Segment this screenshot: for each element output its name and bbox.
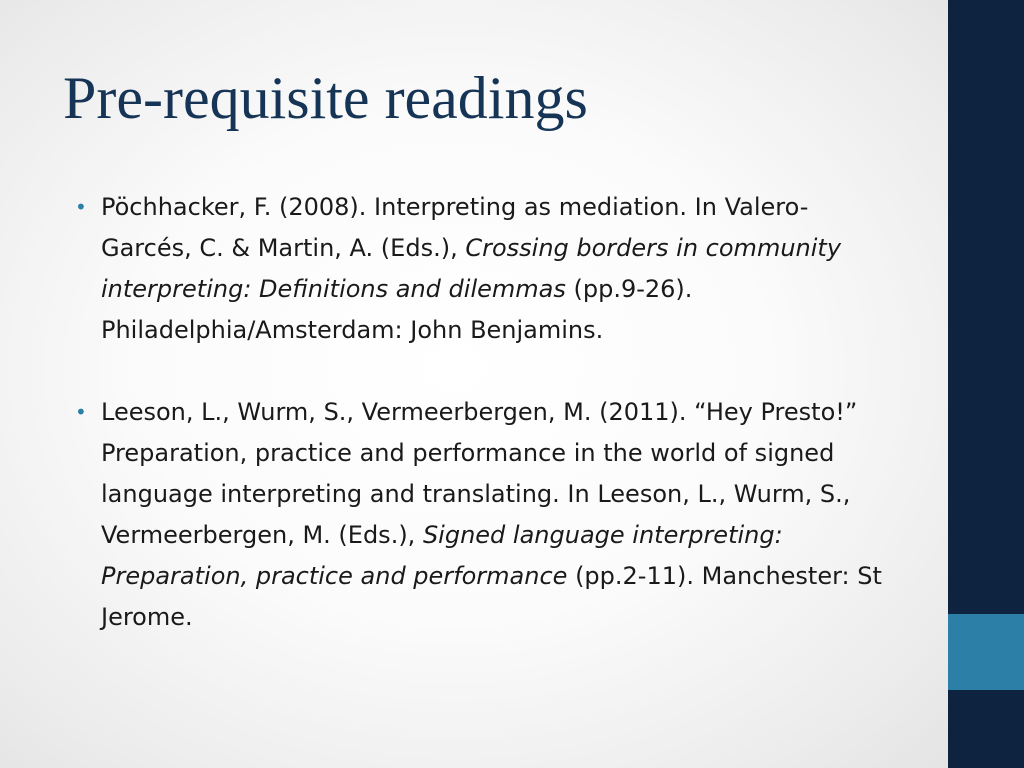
reference-item: [75, 187, 893, 351]
sidebar-accent-block: [948, 614, 1024, 690]
reference-tail: (pp.2-11). Manchester: St Jerome.: [101, 562, 882, 631]
reference-book-title: Crossing borders in community interpreting: Definitions and dilemmas: [101, 234, 842, 303]
bullet-icon: •: [75, 400, 87, 424]
reference-lead: Pöchhacker, F. (2008). Interpreting as mediation. In Valero-Garcés, C. & Martin, A. (Eds.),: [101, 193, 809, 262]
reference-lead: Leeson, L., Wurm, S., Vermeerbergen, M. (2011). “Hey Presto!” Preparation, practice and performance in the world of signed language interpreting and translating. In Leeson, L., Wurm, S., Vermeerbergen, M. (Eds.),: [101, 398, 858, 549]
reference-item: [75, 392, 893, 638]
bullet-icon: •: [75, 195, 87, 219]
reference-book-title: Signed language interpreting: Preparation, practice and performance: [101, 521, 783, 590]
reference-list: [75, 187, 893, 638]
reference-tail: (pp.9-26). Philadelphia/Amsterdam: John Benjamins.: [101, 275, 693, 344]
slide-title: Pre-requisite readings: [63, 65, 588, 131]
